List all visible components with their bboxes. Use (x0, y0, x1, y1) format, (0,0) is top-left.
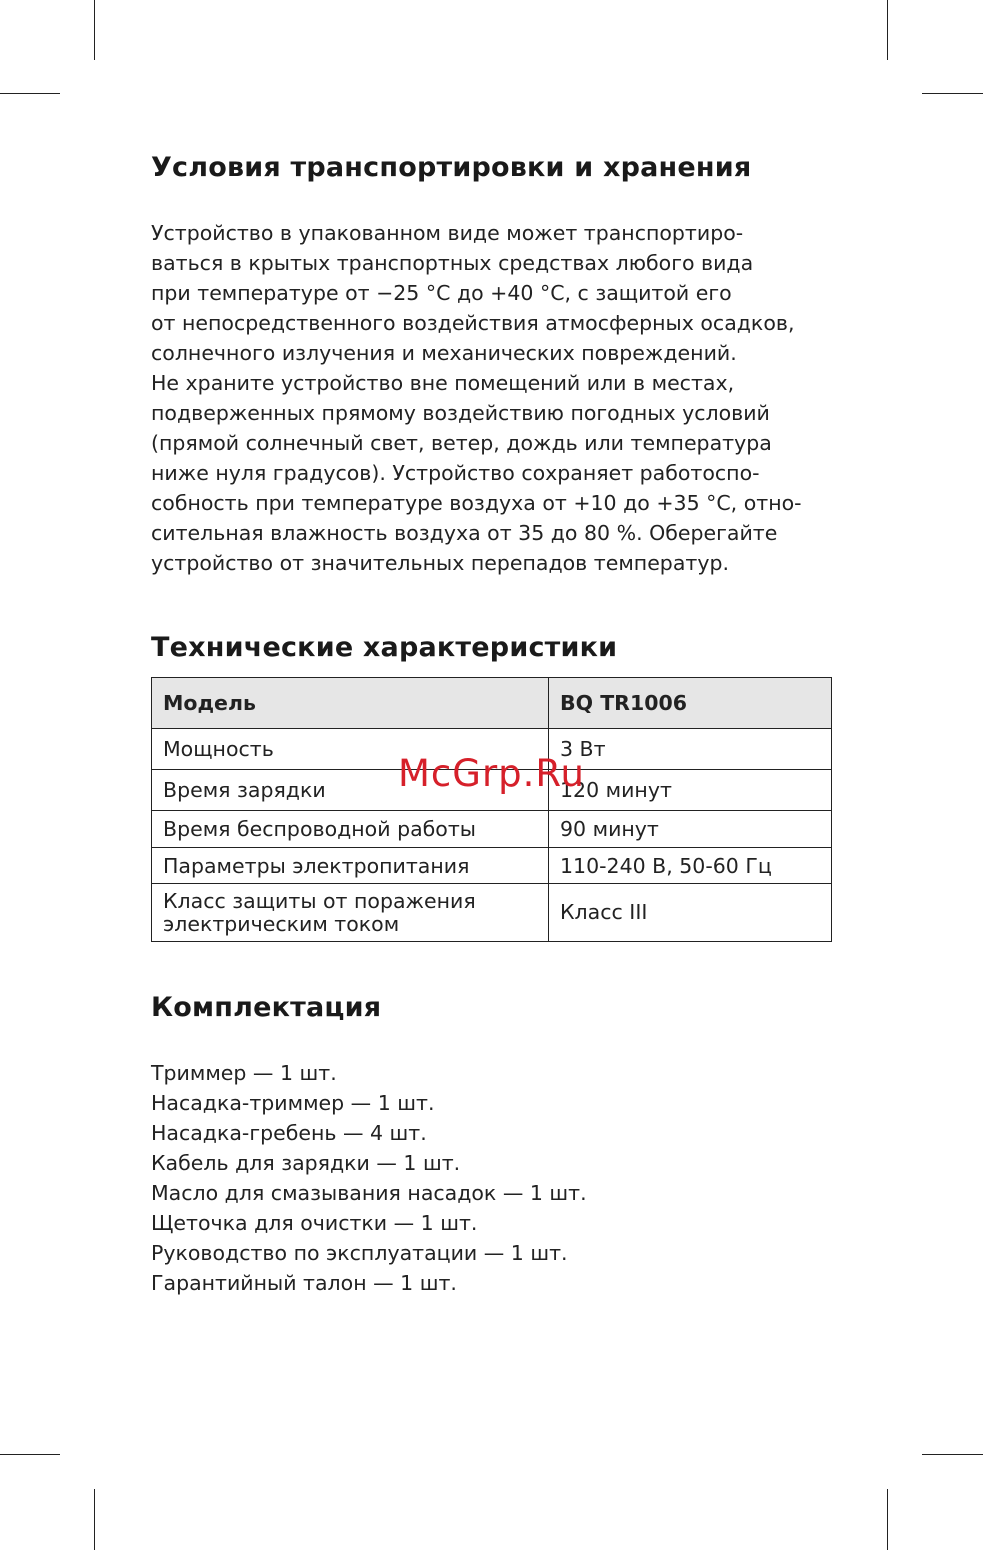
list-item: Насадка-гребень — 4 шт. (151, 1121, 427, 1145)
storage-line: Устройство в упакованном виде может транспортиро- (151, 221, 744, 245)
specs-heading: Технические характеристики (151, 632, 618, 663)
spec-value-cell: BQ TR1006 (549, 678, 832, 729)
spec-value-cell: Класс III (549, 884, 832, 942)
crop-mark-top-left-vertical (94, 0, 95, 60)
spec-label-cell (152, 884, 549, 942)
specs-table (151, 677, 832, 942)
crop-mark-bottom-right-vertical (887, 1489, 888, 1550)
list-item: Кабель для зарядки — 1 шт. (151, 1151, 461, 1175)
spec-label-cell: Время зарядки (152, 770, 549, 811)
storage-line: Не храните устройство вне помещений или в местах, (151, 371, 735, 395)
list-item: Гарантийный талон — 1 шт. (151, 1271, 457, 1295)
table-row (152, 848, 832, 884)
crop-mark-bottom-left-vertical (94, 1489, 95, 1550)
list-item: Масло для смазывания насадок — 1 шт. (151, 1181, 587, 1205)
storage-paragraph (151, 218, 851, 578)
list-item: Триммер — 1 шт. (151, 1061, 337, 1085)
spec-label-line: электрическим током (163, 911, 400, 936)
table-row (152, 884, 832, 942)
kit-heading: Комплектация (151, 992, 382, 1023)
list-item: Насадка-триммер — 1 шт. (151, 1091, 435, 1115)
storage-heading: Условия транспортировки и хранения (151, 152, 752, 183)
storage-line: от непосредственного воздействия атмосферных осадков, (151, 311, 795, 335)
storage-line: ваться в крытых транспортных средствах любого вида (151, 251, 754, 275)
crop-mark-top-left-horizontal (0, 93, 60, 94)
crop-mark-bottom-right-horizontal (922, 1454, 983, 1455)
spec-value-cell: 120 минут (549, 770, 832, 811)
spec-value-cell: 90 минут (549, 811, 832, 848)
storage-line: при температуре от −25 °C до +40 °C, с защитой его (151, 281, 732, 305)
spec-value-cell: 110-240 В, 50-60 Гц (549, 848, 832, 884)
crop-mark-top-right-horizontal (922, 93, 983, 94)
list-item: Руководство по эксплуатации — 1 шт. (151, 1241, 568, 1265)
spec-label-cell: Модель (152, 678, 549, 729)
storage-line: собность при температуре воздуха от +10 до +35 °C, отно- (151, 491, 802, 515)
spec-label-cell: Мощность (152, 729, 549, 770)
storage-line: ниже нуля градусов). Устройство сохраняет работоспо- (151, 461, 760, 485)
crop-mark-bottom-left-horizontal (0, 1454, 60, 1455)
list-item: Щеточка для очистки — 1 шт. (151, 1211, 478, 1235)
storage-line: подверженных прямому воздействию погодных условий (151, 401, 770, 425)
watermark-text: McGrp.Ru (398, 752, 585, 795)
storage-line: солнечного излучения и механических повреждений. (151, 341, 737, 365)
storage-line: сительная влажность воздуха от 35 до 80 %. Оберегайте (151, 521, 778, 545)
storage-line: (прямой солнечный свет, ветер, дождь или температура (151, 431, 772, 455)
spec-label-cell: Время беспроводной работы (152, 811, 549, 848)
kit-list (151, 1058, 587, 1298)
spec-value-cell: 3 Вт (549, 729, 832, 770)
table-row (152, 811, 832, 848)
storage-line: устройство от значительных перепадов температур. (151, 551, 729, 575)
crop-mark-top-right-vertical (887, 0, 888, 60)
spec-label-line: Класс защиты от поражения (163, 888, 476, 913)
spec-label-cell: Параметры электропитания (152, 848, 549, 884)
specs-header-row (152, 678, 832, 729)
